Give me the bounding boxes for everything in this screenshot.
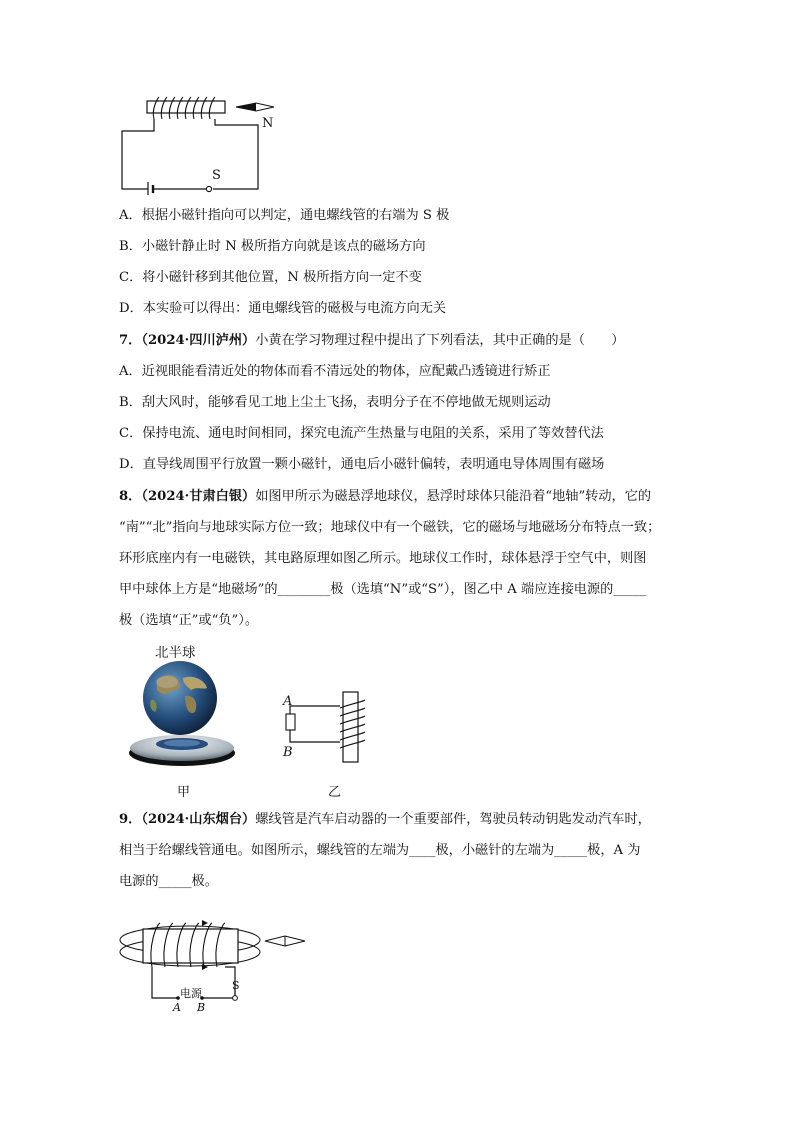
q8-line-2: “南”“北”指向与地球实际方位一致；地球仪中有一个磁铁，它的磁场与地磁场分布特点一致； [119,520,661,535]
q8-line-5: 极（选填“正”或“负”）。 [119,613,259,628]
switch-s-label: S [212,168,221,183]
q9-source: （2024·山东烟台） [141,812,256,827]
q9-line-2: 相当于给螺线管通电。如图所示，螺线管的左端为____极，小磁针的左端为_____极，A 为 [119,843,641,858]
q8-number: 8． [119,489,142,504]
electromagnet-circuit-figure [280,690,380,765]
terminal-a-label-q9: A [173,1001,181,1014]
power-source-label: 电源 [180,987,202,1000]
figure-jia-label: 甲 [177,785,191,800]
switch-s-label-q9: S [232,979,240,992]
q7-stem-text: 小黄在学习物理过程中提出了下列看法，其中正确的是（ ） [255,333,625,348]
q6-option-a: A．根据小磁针指向可以判定，通电螺线管的右端为 S 极 [119,208,450,223]
q9-number: 9． [119,812,142,827]
q7-option-b: B．刮大风时，能够看见工地上尘土飞扬，表明分子在不停地做无规则运动 [119,395,551,410]
q7-option-a: A．近视眼能看清近处的物体而看不清远处的物体，应配戴凸透镜进行矫正 [119,364,551,379]
terminal-a-label: A [283,694,293,709]
q7-stem [119,332,624,350]
q7-source: （2024·四川泸州） [141,333,256,348]
levitating-globe-image [127,660,237,775]
globe-title: 北半球 [155,645,196,661]
solenoid-circuit-figure [118,95,283,195]
q8-line-4: 甲中球体上方是“地磁场”的________极（选填“N”或“S”），图乙中 A 端应连接电源的_____ [119,582,647,597]
q7-number: 7． [119,333,142,348]
terminal-b-label-q9: B [197,1001,206,1014]
q7-option-c: C．保持电流、通电时间相同，探究电流产生热量与电阻的关系，采用了等效替代法 [119,426,604,441]
q8-line-1-text: 如图甲所示为磁悬浮地球仪，悬浮时球体只能沿着“地轴”转动，它的 [255,489,652,504]
q6-option-c: C．将小磁针移到其他位置，N 极所指方向一定不变 [119,270,422,285]
q9-line-3: 电源的_____极。 [119,874,218,889]
q9-line-1 [119,811,651,829]
q7-option-d: D．直导线周围平行放置一颗小磁针，通电后小磁针偏转，表明通电导体周围有磁场 [119,457,605,472]
q9-line-1-text: 螺线管是汽车启动器的一个重要部件，驾驶员转动钥匙发动汽车时， [255,812,651,827]
figure-yi-label: 乙 [328,785,342,800]
q8-line-3: 环形底座内有一电磁铁，其电路原理如图乙所示。地球仪工作时，球体悬浮于空气中，则图 [119,551,647,566]
terminal-b-label: B [283,745,293,760]
q8-source: （2024·甘肃白银） [141,489,256,504]
q8-line-1 [119,488,651,506]
q6-option-d: D．本实验可以得出：通电螺线管的磁极与电流方向无关 [119,301,447,316]
solenoid-field-figure [118,905,313,1015]
compass-n-label: N [262,116,274,131]
q6-option-b: B．小磁针静止时 N 极所指方向就是该点的磁场方向 [119,239,426,254]
